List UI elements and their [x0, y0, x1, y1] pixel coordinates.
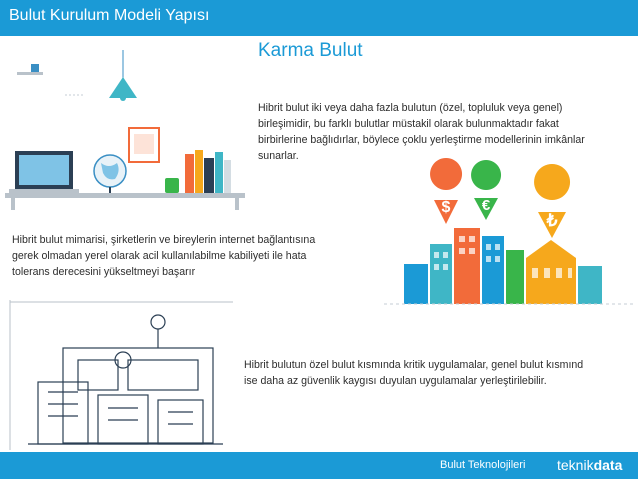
paragraph-line: ise daha az güvenlik kaygısı duyulan uygulamalar yerleştirilebilir.: [244, 375, 547, 387]
line-art-building-illustration: [8, 300, 238, 450]
brand-light: teknik: [557, 457, 594, 473]
euro-icon: €: [481, 197, 491, 214]
paragraph-hybrid-definition: [258, 100, 638, 164]
brand-bold: data: [593, 457, 623, 473]
paragraph-line: gerek olmadan yerel olarak acil kullanılabilme kabiliyeti ile hata: [12, 250, 307, 262]
paragraph-line: Hibrit bulut iki veya daha fazla bulutun (özel, topluluk veya genel): [258, 102, 563, 114]
footer-bar: [0, 452, 638, 479]
header-bar: [0, 0, 638, 36]
paragraph-hybrid-usage: [244, 357, 638, 389]
lira-icon: ₺: [546, 211, 558, 230]
office-desk-illustration: [5, 50, 245, 210]
city-currency-illustration: [384, 184, 634, 314]
paragraph-line: tolerans derecesini yükseltmeyi başarır: [12, 266, 196, 278]
footer-label: Bulut Teknolojileri: [440, 459, 526, 471]
brand-logo: [557, 457, 622, 473]
page-header-title: Bulut Kurulum Modeli Yapısı: [9, 7, 210, 24]
paragraph-hybrid-architecture: [12, 232, 372, 280]
paragraph-line: birbirlerine bağlıdırlar, böylece çoklu yerleştirme modellerinin imkânlar: [258, 134, 585, 146]
paragraph-line: sunarlar.: [258, 150, 299, 162]
paragraph-line: birleşimidir, bu farklı bulutlar müstakil olarak bulunmaktadır fakat: [258, 118, 559, 130]
paragraph-line: Hibrit bulutun özel bulut kısmında kritik uygulamalar, genel bulut kısmınd: [244, 359, 584, 371]
dollar-icon: $: [441, 199, 451, 216]
slide-title: Karma Bulut: [258, 40, 363, 61]
paragraph-line: Hibrit bulut mimarisi, şirketlerin ve bireylerin internet bağlantısına: [12, 234, 316, 246]
